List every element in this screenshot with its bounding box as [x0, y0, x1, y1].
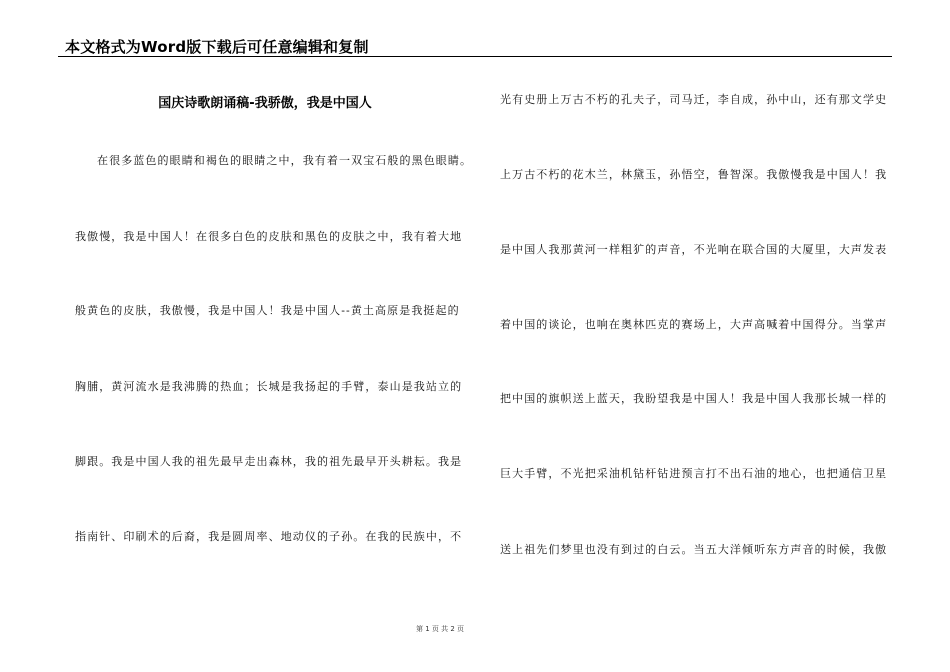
text-line: 是中国人我那黄河一样粗犷的声音，不光响在联合国的大厦里，大声发表 [500, 243, 888, 256]
text-line: 般黄色的皮肤，我傲慢，我是中国人！我是中国人--黄土高原是我挺起的 [75, 304, 460, 317]
page-number-footer: 第 1 页 共 2 页 [415, 625, 465, 633]
text-line: 上万古不朽的花木兰，林黛玉，孙悟空，鲁智深。我傲慢我是中国人！我 [500, 168, 888, 181]
text-line: 着中国的谈论，也响在奥林匹克的赛场上，大声高喊着中国得分。当掌声 [500, 318, 888, 331]
document-title: 国庆诗歌朗诵稿-我骄傲，我是中国人 [158, 96, 372, 111]
text-line: 在很多蓝色的眼睛和褐色的眼睛之中，我有着一双宝石般的黑色眼睛。 [97, 154, 473, 167]
text-line: 巨大手臂，不光把采油机钻杆钻进预言打不出石油的地心，也把通信卫星 [500, 467, 888, 480]
text-line: 送上祖先们梦里也没有到过的白云。当五大洋倾听东方声音的时候，我傲 [500, 543, 888, 556]
left-column [75, 0, 473, 672]
text-line: 脚跟。我是中国人我的祖先最早走出森林，我的祖先最早开头耕耘。我是 [75, 455, 463, 468]
text-line: 胸脯，黄河流水是我沸腾的热血；长城是我扬起的手臂，泰山是我站立的 [75, 380, 463, 393]
text-line: 指南针、印刷术的后裔，我是圆周率、地动仪的子孙。在我的民族中，不 [75, 530, 463, 543]
text-line: 光有史册上万古不朽的孔夫子，司马迁，李自成，孙中山，还有那文学史 [500, 93, 888, 106]
page-header-banner: 本文格式为Word版下载后可任意编辑和复制 [65, 38, 369, 56]
text-line: 把中国的旗帜送上蓝天，我盼望我是中国人！我是中国人我那长城一样的 [500, 392, 888, 405]
text-line: 我傲慢，我是中国人！在很多白色的皮肤和黑色的皮肤之中，我有着大地 [75, 230, 463, 243]
right-column [500, 0, 890, 672]
